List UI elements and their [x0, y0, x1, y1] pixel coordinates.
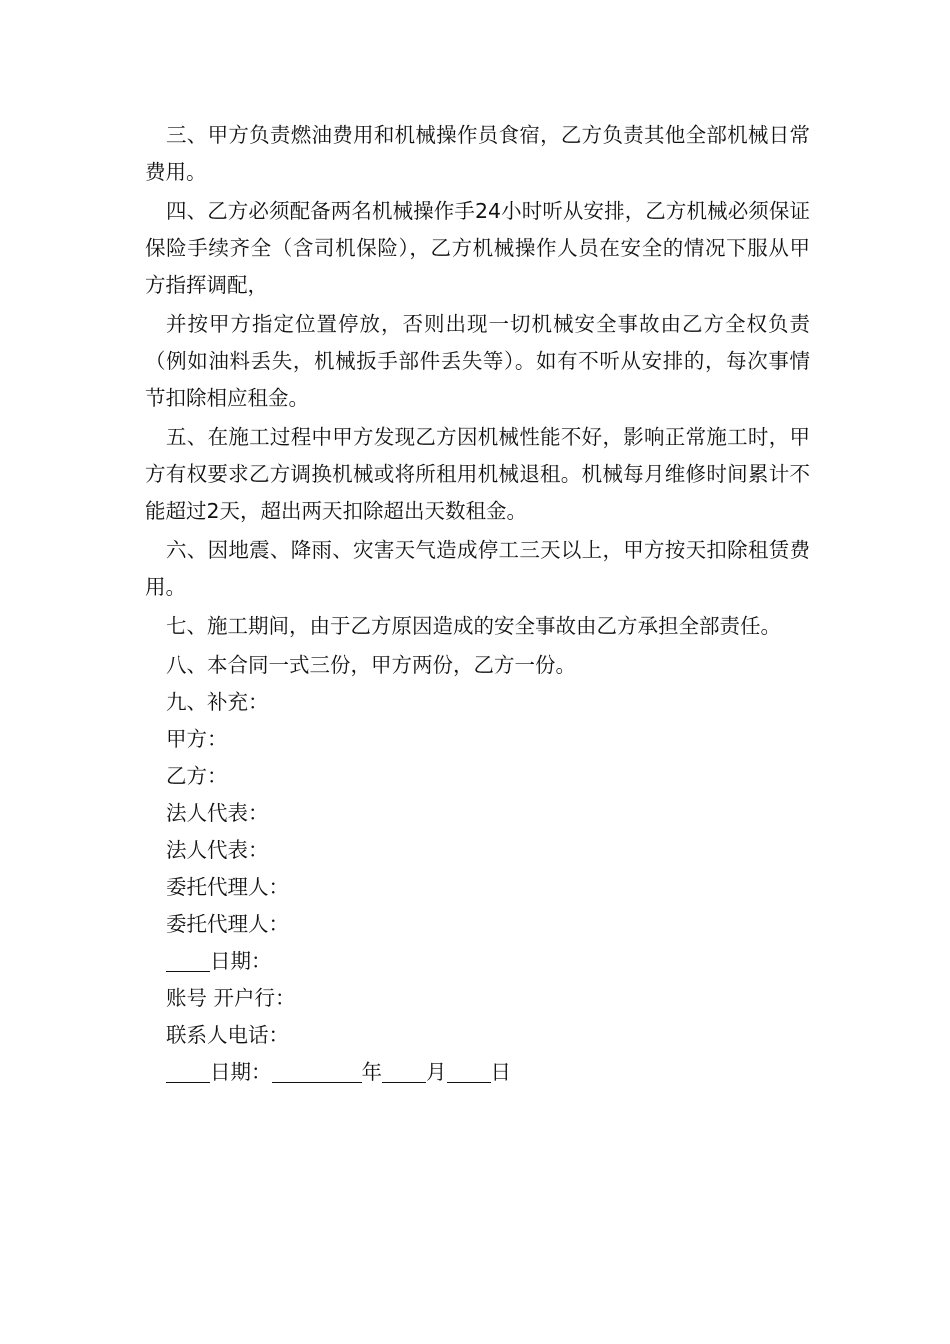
- month-blank-underline: [382, 1062, 426, 1083]
- date-blank-underline: [166, 1062, 210, 1083]
- legal-rep-b-label: 法人代表：: [166, 838, 269, 862]
- month-label: 月: [426, 1060, 447, 1084]
- date-line-2: [145, 1054, 810, 1091]
- clause-4-continued: 并按甲方指定位置停放，否则出现一切机械安全事故由乙方全权负责（例如油料丢失，机械扳手部件丢失等）。如有不听从安排的，每次事情节扣除相应租金。: [145, 312, 810, 410]
- day-blank-underline: [447, 1062, 491, 1083]
- day-label: 日: [490, 1060, 511, 1084]
- contract-body: [145, 117, 810, 1091]
- clause-5: 五、在施工过程中甲方发现乙方因机械性能不好，影响正常施工时，甲方有权要求乙方调换机械或将所租用机械退租。机械每月维修时间累计不能超过2天，超出两天扣除超出天数租金。: [145, 425, 810, 523]
- year-label: 年: [361, 1060, 382, 1084]
- clause-3: 三、甲方负责燃油费用和机械操作员食宿，乙方负责其他全部机械日常费用。: [145, 123, 810, 184]
- clause-7: 七、施工期间，由于乙方原因造成的安全事故由乙方承担全部责任。: [166, 614, 781, 638]
- party-b-label: 乙方：: [166, 764, 228, 788]
- bank-account-label: 账号 开户行：: [166, 986, 296, 1010]
- date-blank-underline: [166, 951, 210, 972]
- year-blank-underline: [272, 1062, 362, 1083]
- legal-rep-a-label: 法人代表：: [166, 801, 269, 825]
- date-label: 日期：: [210, 949, 272, 973]
- date-label: 日期：: [210, 1060, 272, 1084]
- clause-4: 四、乙方必须配备两名机械操作手24小时听从安排，乙方机械必须保证保险手续齐全（含司机保险），乙方机械操作人员在安全的情况下服从甲方指挥调配，: [145, 199, 810, 297]
- clause-9-supplement: 九、补充：: [166, 690, 269, 714]
- party-a-label: 甲方：: [166, 727, 228, 751]
- agent-b-label: 委托代理人：: [166, 912, 289, 936]
- date-line-1: [145, 943, 810, 980]
- clause-6: 六、因地震、降雨、灾害天气造成停工三天以上，甲方按天扣除租赁费用。: [145, 538, 810, 599]
- contact-phone-label: 联系人电话：: [166, 1023, 289, 1047]
- clause-8: 八、本合同一式三份，甲方两份，乙方一份。: [166, 653, 576, 677]
- agent-a-label: 委托代理人：: [166, 875, 289, 899]
